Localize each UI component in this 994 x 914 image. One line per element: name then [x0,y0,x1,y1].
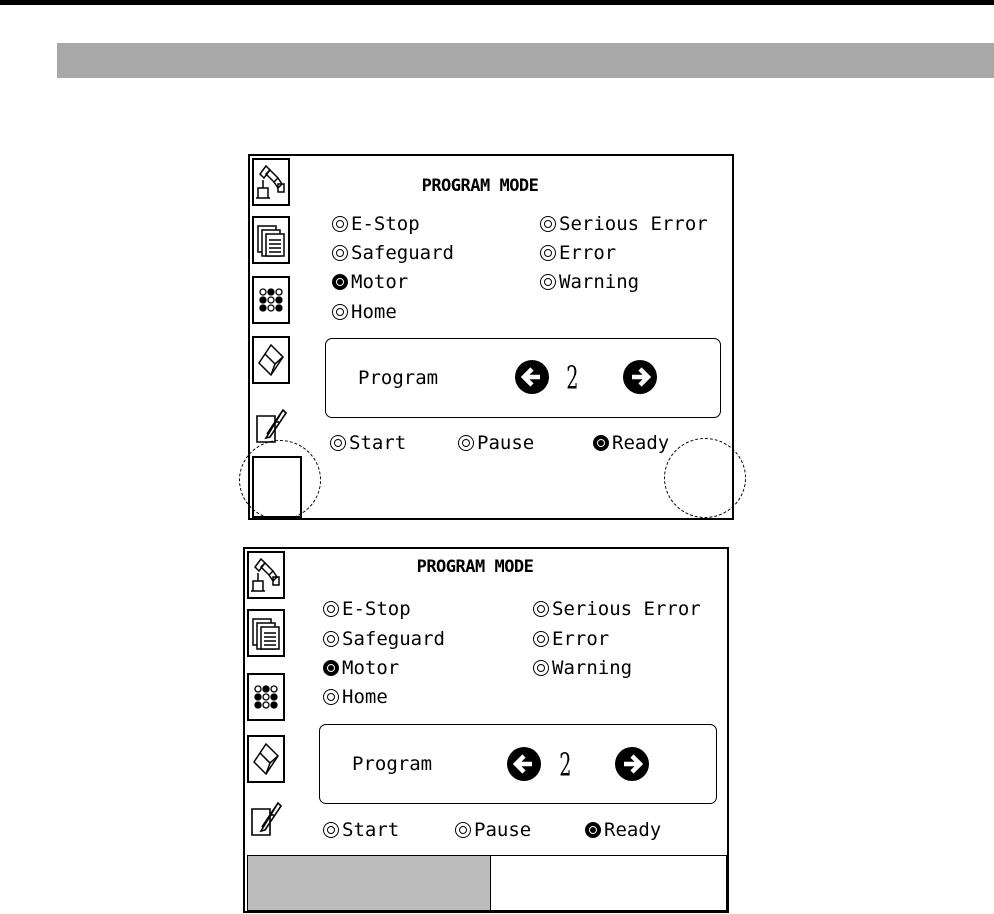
status-label: Serious Error [552,598,701,620]
status-indicator [323,822,339,838]
status-indicator-on [585,822,601,838]
status-label: E-Stop [351,213,420,235]
dot-grid-icon [251,682,281,712]
callout-circle-right [664,438,746,518]
documents-button[interactable] [247,609,285,657]
status-e-stop [323,598,411,620]
pendant-screen-2 [243,547,729,913]
tilted-cube-icon [250,740,282,778]
status-label: Warning [559,271,640,293]
status-motor [332,271,408,293]
status-safeguard [332,242,454,264]
callout-circle-left [239,440,321,520]
program-number: 2 [566,359,578,397]
run-status-pause [458,432,534,454]
pendant-screen-1 [248,154,734,520]
status-label: E-Stop [342,598,411,620]
status-label: Ready [604,819,662,841]
status-error [540,242,616,264]
status-indicator [540,216,556,232]
status-safeguard [323,628,445,650]
points-button[interactable] [252,276,290,324]
section-header-bar [57,43,994,78]
status-indicator [332,216,348,232]
status-indicator [455,822,471,838]
status-indicator [323,689,339,705]
status-serious-error [540,213,708,235]
mode-title: PROGRAM MODE [416,557,534,577]
documents-icon [250,613,282,653]
program-number: 2 [559,746,571,784]
run-status-pause [455,819,531,841]
run-status-ready [593,432,669,454]
status-label: Serious Error [559,213,708,235]
status-indicator [458,435,474,451]
previous-program-button[interactable] [514,359,550,395]
status-home [323,686,388,708]
status-label: Safeguard [342,628,445,650]
dot-grid-icon [256,285,286,315]
bottom-right-button[interactable] [490,855,727,911]
status-label: Pause [474,819,532,841]
status-indicator [323,601,339,617]
program-selector [325,338,721,418]
status-warning [533,657,632,679]
status-label: Safeguard [351,242,454,264]
documents-icon [255,220,287,260]
status-indicator [533,601,549,617]
points-button[interactable] [247,673,285,721]
status-error [533,628,609,650]
status-label: Start [349,432,407,454]
status-serious-error [533,598,701,620]
robot-arm-icon [254,162,288,202]
status-indicator [323,631,339,647]
status-label: Error [552,628,610,650]
status-label: Home [342,686,388,708]
status-indicator-on [593,435,609,451]
next-program-button[interactable] [614,746,650,782]
status-indicator [533,660,549,676]
status-motor [323,657,399,679]
mode-title: PROGRAM MODE [421,176,539,196]
page-top-rule [0,0,994,5]
tool-button[interactable] [252,336,290,384]
status-indicator [332,304,348,320]
status-label: Ready [612,432,670,454]
program-selector [319,724,717,804]
run-status-ready [585,819,661,841]
status-indicator [330,435,346,451]
run-status-start [323,819,399,841]
robot-menu-button[interactable] [247,551,285,599]
program-label: Program [358,367,439,389]
checklist-button[interactable] [247,797,285,843]
status-indicator [332,245,348,261]
bottom-left-button-pressed[interactable] [247,855,491,911]
status-e-stop [332,213,420,235]
status-indicator [533,631,549,647]
tilted-cube-icon [255,341,287,379]
checklist-icon [248,801,284,839]
robot-menu-button[interactable] [252,158,290,206]
previous-program-button[interactable] [506,746,542,782]
status-label: Motor [342,657,400,679]
status-label: Motor [351,271,409,293]
status-label: Error [559,242,617,264]
status-label: Home [351,301,397,323]
documents-button[interactable] [252,216,290,264]
robot-arm-icon [249,555,283,595]
tool-button[interactable] [247,735,285,783]
status-indicator [540,274,556,290]
program-label: Program [352,753,433,775]
status-indicator [540,245,556,261]
run-status-start [330,432,406,454]
status-label: Pause [477,432,535,454]
status-home [332,301,397,323]
status-label: Start [342,819,400,841]
status-indicator-on [323,660,339,676]
status-label: Warning [552,657,633,679]
status-indicator-on [332,274,348,290]
status-warning [540,271,639,293]
next-program-button[interactable] [622,359,658,395]
